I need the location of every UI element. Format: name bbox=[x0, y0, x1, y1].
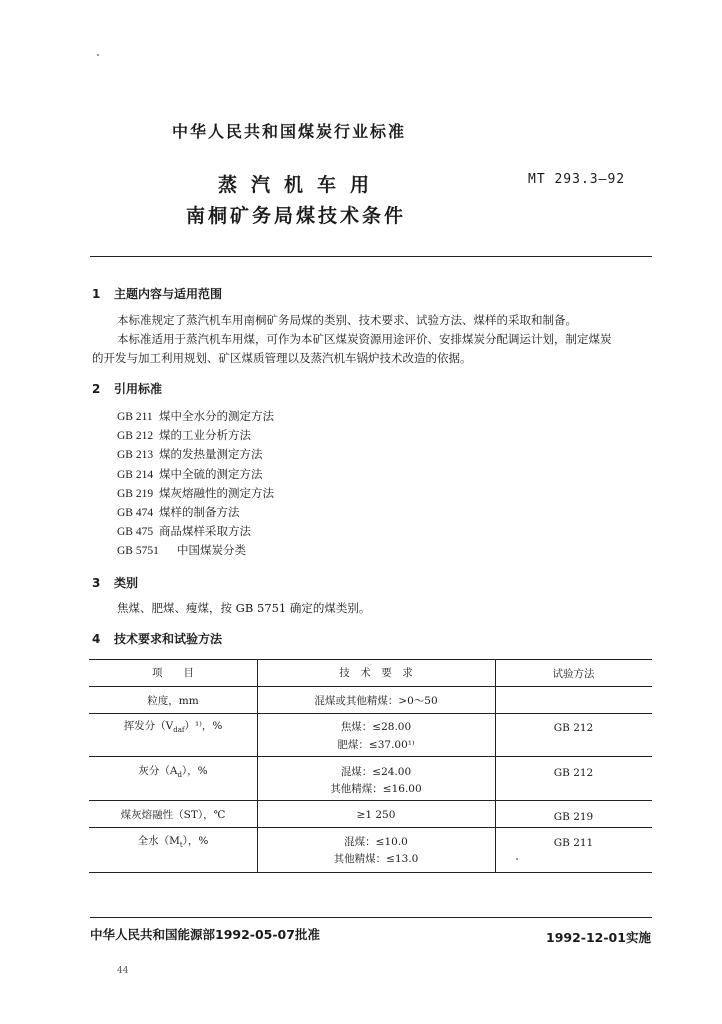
issuing-body-title: 中华人民共和国煤炭行业标准 bbox=[172, 122, 407, 141]
reference-title: 煤样的制备方法 bbox=[159, 504, 240, 519]
reference-item bbox=[117, 484, 274, 503]
row-item-tail: ），% bbox=[181, 765, 208, 777]
scan-speck bbox=[516, 858, 518, 860]
section-4-heading bbox=[92, 630, 222, 647]
reference-item bbox=[117, 541, 274, 560]
reference-code: GB 214 bbox=[117, 468, 154, 481]
reference-code: GB 211 bbox=[117, 411, 153, 423]
approval-line: 中华人民共和国能源部1992-05-07批准 bbox=[90, 927, 320, 942]
section-3-heading bbox=[92, 574, 138, 591]
page-number: 44 bbox=[117, 966, 129, 976]
standard-code: MT 293.3—92 bbox=[528, 172, 626, 187]
table-rule bbox=[89, 713, 652, 714]
row-item-subscript: d bbox=[177, 771, 182, 780]
table-rule bbox=[89, 756, 652, 757]
reference-item bbox=[117, 426, 274, 445]
section-3-para-1: 焦煤、肥煤、瘦煤，按 GB 5751 确定的煤类别。 bbox=[117, 601, 371, 615]
reference-list bbox=[117, 407, 274, 561]
table-rule bbox=[89, 800, 652, 801]
table-header-item: 项 目 bbox=[152, 667, 194, 679]
row-requirement: 混煤：≤24.00 bbox=[340, 766, 412, 778]
row-item-subscript: daf bbox=[173, 726, 185, 735]
row-requirement: 其他精煤：≤13.0 bbox=[333, 853, 419, 865]
reference-title: 中国煤炭分类 bbox=[177, 543, 246, 558]
reference-title: 煤灰熔融性的测定方法 bbox=[159, 485, 274, 500]
reference-item bbox=[117, 522, 274, 541]
section-1-para-2: 本标准适用于蒸汽机车用煤，可作为本矿区煤炭资源用途评价、安排煤炭分配调运计划，制定煤炭 bbox=[117, 332, 612, 346]
row-item-tail: ）¹⁾，% bbox=[184, 720, 223, 732]
section-title: 技术要求和试验方法 bbox=[114, 632, 223, 646]
scan-speck bbox=[97, 54, 99, 56]
reference-code: GB 474 bbox=[117, 506, 154, 519]
reference-item bbox=[117, 465, 274, 484]
table-rule bbox=[89, 827, 652, 828]
reference-code: GB 475 bbox=[117, 526, 154, 539]
row-requirement: ≥1 250 bbox=[356, 809, 396, 821]
section-number: 3 bbox=[92, 576, 101, 590]
reference-title: 煤的发热量测定方法 bbox=[159, 447, 263, 462]
section-1-para-1: 本标准规定了蒸汽机车用南桐矿务局煤的类别、技术要求、试验方法、煤样的采取和制备。 bbox=[117, 313, 577, 327]
table-header-requirement: 技 术 要 求 bbox=[339, 667, 413, 679]
section-1-heading bbox=[92, 285, 222, 302]
row-item bbox=[89, 717, 257, 739]
section-1-para-3: 的开发与加工利用规划、矿区煤质管理以及蒸汽机车锅炉技术改造的依据。 bbox=[92, 351, 472, 365]
table-rule bbox=[89, 872, 652, 873]
reference-item bbox=[117, 407, 274, 426]
row-method: GB 212 bbox=[553, 767, 594, 779]
section-number: 1 bbox=[92, 287, 101, 301]
row-method: GB 211 bbox=[553, 837, 594, 849]
table-rule bbox=[89, 659, 652, 660]
standard-title-line1: 蒸汽机车用 bbox=[218, 174, 384, 196]
row-item-subscript: t bbox=[179, 841, 183, 850]
row-item-text: 灰分（A bbox=[138, 765, 178, 777]
reference-title: 商品煤样采取方法 bbox=[159, 524, 251, 539]
row-item-text: 全水（M bbox=[137, 835, 180, 847]
row-requirement: 混煤：≤10.0 bbox=[344, 836, 408, 848]
row-item bbox=[89, 832, 257, 854]
header-divider bbox=[90, 256, 652, 257]
row-method: GB 212 bbox=[553, 722, 594, 734]
section-number: 2 bbox=[92, 382, 101, 396]
row-requirement: 混煤或其他精煤：>0～50 bbox=[314, 695, 438, 707]
reference-code: GB 5751 bbox=[117, 545, 159, 558]
section-title: 类别 bbox=[114, 576, 139, 590]
reference-item bbox=[117, 503, 274, 522]
row-item bbox=[89, 762, 257, 784]
table-header-method: 试验方法 bbox=[552, 668, 595, 680]
section-2-heading bbox=[92, 380, 162, 397]
row-item-tail: ），% bbox=[182, 835, 209, 847]
standard-title-line2: 南桐矿务局煤技术条件 bbox=[186, 205, 407, 227]
row-requirement: 其他精煤：≤16.00 bbox=[330, 783, 422, 795]
reference-code: GB 213 bbox=[117, 449, 154, 462]
footer-divider bbox=[90, 917, 652, 918]
reference-title: 煤中全水分的测定方法 bbox=[159, 409, 274, 423]
section-title: 主题内容与适用范围 bbox=[114, 287, 223, 301]
reference-title: 煤的工业分析方法 bbox=[159, 428, 251, 443]
row-requirement: 焦煤：≤28.00 bbox=[340, 721, 412, 733]
section-title: 引用标准 bbox=[114, 382, 163, 396]
reference-title: 煤中全硫的测定方法 bbox=[159, 466, 263, 481]
reference-code: GB 219 bbox=[117, 487, 154, 500]
reference-code: GB 212 bbox=[117, 430, 154, 443]
section-number: 4 bbox=[92, 632, 101, 646]
requirements-table bbox=[89, 659, 652, 874]
row-item: 粒度，mm bbox=[147, 695, 199, 707]
row-requirement: 肥煤：≤37.00¹⁾ bbox=[337, 739, 415, 751]
table-rule bbox=[89, 686, 652, 687]
implementation-date: 1992-12-01实施 bbox=[546, 930, 651, 945]
row-item-text: 挥发分（V bbox=[123, 720, 174, 732]
row-method: GB 219 bbox=[553, 811, 594, 823]
row-item: 煤灰熔融性（ST），℃ bbox=[120, 809, 226, 821]
reference-item bbox=[117, 445, 274, 464]
